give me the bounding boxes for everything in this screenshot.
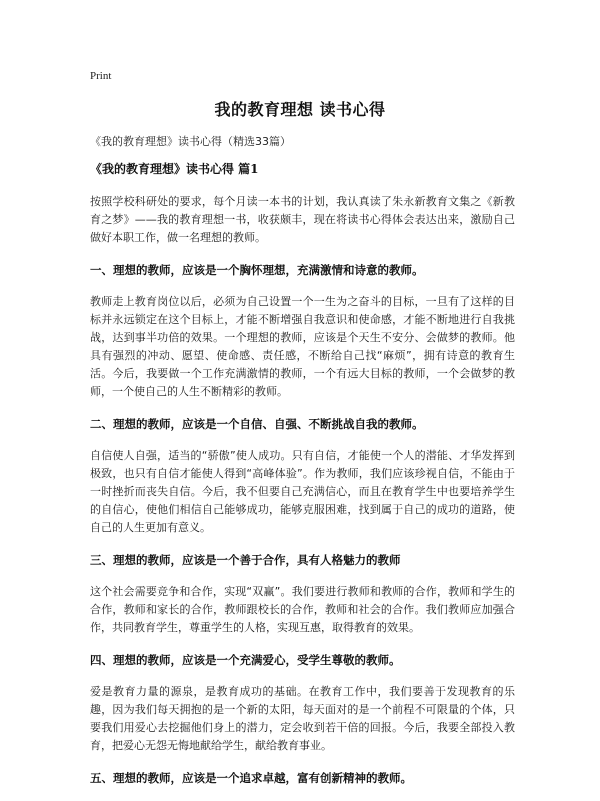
section-body-2: 自信使人自强，适当的“骄傲”使人成功。只有自信，才能使一个人的潜能、才华发挥到极致，也只有自信才能使人得到“高峰体验”。作为教师，我们应该珍视自信，不能由于一时挫折而丧失自信。今后，我不但要自己充满信心，而且在教育学生中也要培养学生的自信心，使他们相信自己能够成功，能够克服困难，找到属于自己的成功的道路，使自己的人生更加有意义。 [90, 449, 515, 534]
article-body [90, 160, 515, 801]
section-body-1: 教师走上教育岗位以后，必须为自己设置一个一生为之奋斗的目标，一旦有了这样的目标并永远锁定在这个目标上，才能不断增强自我意识和使命感，才能不断地进行自我挑战，达到事半功倍的效果。一个理想的教师，应该是个天生不安分、会做梦的教师。他具有强烈的冲动、愿望、使命感、责任感，不断给自己找“麻烦”，拥有诗意的教育生活。今后，我要做一个工作充满激情的教师，一个有远大目标的教师，一个会做梦的教师，一个使自己的人生不断精彩的教师。 [90, 295, 515, 398]
section-heading-2: 二、理想的教师，应该是一个自信、自强、不断挑战自我的教师。 [90, 417, 424, 431]
section-body-3: 这个社会需要竞争和合作，实现“双赢”。我们要进行教师和教师的合作，教师和学生的合作，教师和家长的合作，教师跟校长的合作，教师和社会的合作。我们教师应加强合作，共同教育学生，尊重学生的人格，实现互惠，取得教育的效果。 [90, 585, 515, 634]
intro-paragraph: 按照学校科研处的要求，每个月读一本书的计划，我认真读了朱永新教育文集之《新教育之梦》——我的教育理想一书，收获颇丰，现在将读书心得体会表达出来，激励自己做好本职工作，做一名理想的教师。 [90, 195, 515, 244]
section-heading-1: 一、理想的教师，应该是一个胸怀理想，充满激情和诗意的教师。 [90, 263, 424, 277]
section-body-4: 爱是教育力量的源泉，是教育成功的基础。在教育工作中，我们要善于发现教育的乐趣，因为我们每天拥抱的是一个新的太阳，每天面对的是一个前程不可限量的个体，只要我们用爱心去挖掘他们身上的潜力，定会收到若干倍的回报。今后，我要全部投入教育，把爱心无怨无悔地献给学生，献给教育事业。 [90, 685, 515, 752]
section-heading-4: 四、理想的教师，应该是一个充满爱心，受学生尊敬的教师。 [90, 653, 401, 667]
section-heading-5: 五、理想的教师，应该是一个追求卓越，富有创新精神的教师。 [90, 771, 412, 785]
article-title: 《我的教育理想》读书心得 篇1 [90, 162, 259, 176]
print-link[interactable]: Print [90, 70, 112, 82]
page-subtitle: 《我的教育理想》读书心得（精选33篇） [90, 135, 291, 148]
page-title: 我的教育理想 读书心得 [214, 100, 386, 119]
section-heading-3: 三、理想的教师，应该是一个善于合作，具有人格魅力的教师 [90, 553, 401, 567]
